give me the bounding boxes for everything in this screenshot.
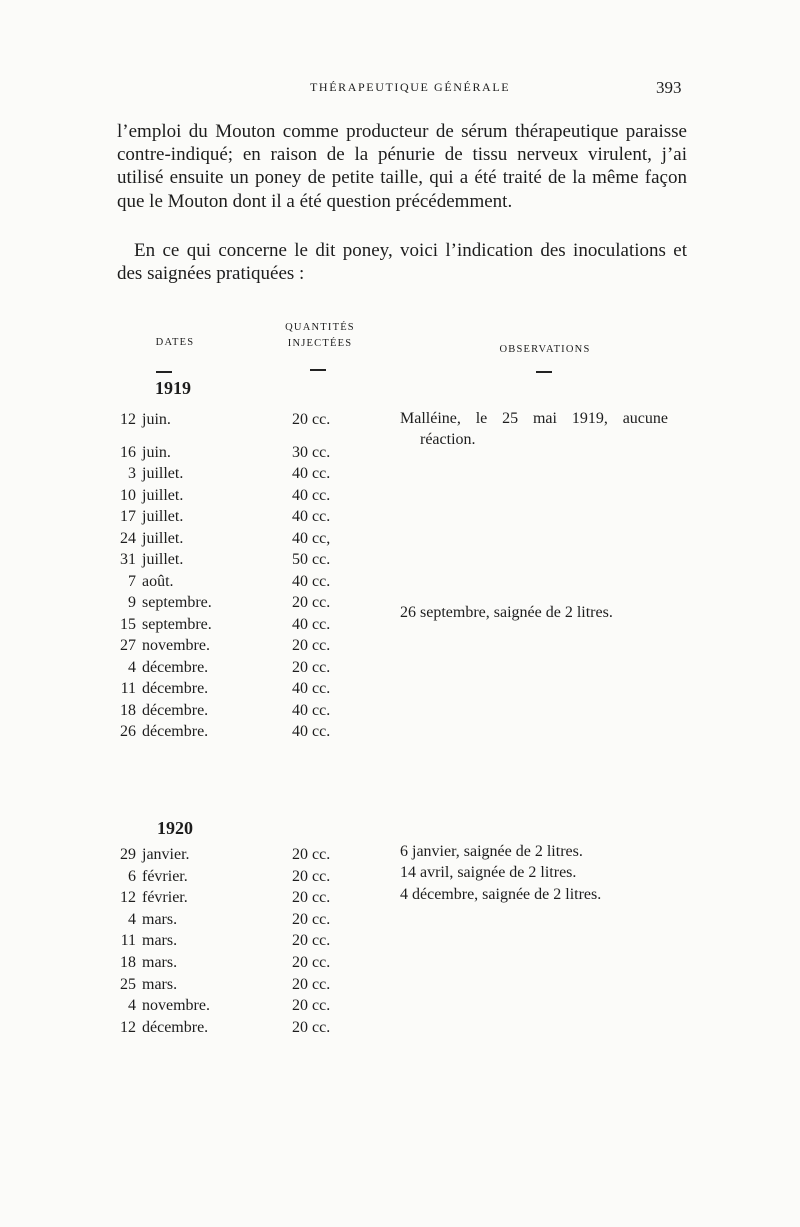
- quantity-value: 20 cc.: [292, 594, 331, 611]
- date-month: décembre.: [142, 723, 209, 740]
- date-day: 27: [120, 637, 136, 654]
- date-day: 7: [128, 572, 136, 590]
- date-day: 12: [120, 889, 136, 907]
- observation-line: 4 décembre, saignée de 2 litres.: [400, 886, 602, 903]
- quantity-value: 20 cc.: [292, 637, 331, 654]
- date-month: mars.: [142, 975, 178, 993]
- page-number: 393: [656, 78, 682, 97]
- date-day: 11: [120, 680, 136, 697]
- date-day: 31: [120, 551, 136, 568]
- observation: [400, 885, 668, 906]
- date-day: 16: [120, 443, 136, 461]
- date-month: septembre.: [142, 615, 212, 633]
- date-month: février.: [142, 867, 188, 885]
- body-paragraph-2: En ce qui concerne le dit poney, voici l’indication des inoculations et des saignées pratiquées :: [117, 240, 687, 285]
- date-day: 26: [120, 723, 136, 740]
- date-day: 24: [120, 529, 136, 547]
- date-day: 17: [120, 508, 136, 525]
- date-day: 10: [120, 486, 136, 504]
- observation-line: 14 avril, saignée de 2 litres.: [400, 864, 577, 881]
- header-observations: OBSERVATIONS: [499, 344, 591, 355]
- date-month: décembre.: [142, 658, 209, 676]
- observation: [400, 603, 668, 624]
- year-heading: 1919: [155, 378, 191, 398]
- date-day: 11: [120, 932, 136, 950]
- quantity-value: 20 cc.: [292, 889, 331, 907]
- date-day: 29: [120, 846, 136, 863]
- observation-line: 6 janvier, saignée de 2 litres.: [400, 843, 583, 860]
- quantity-value: 20 cc.: [292, 997, 331, 1015]
- date-month: février.: [142, 889, 188, 907]
- quantity-value: 40 cc.: [292, 701, 331, 719]
- quantity-value: 20 cc.: [292, 411, 331, 428]
- date-month: décembre.: [142, 701, 209, 719]
- quantity-value: 20 cc.: [292, 1018, 331, 1036]
- quantity-value: 40 cc.: [292, 508, 331, 525]
- observation-line: 26 septembre, saignée de 2 litres.: [400, 604, 613, 621]
- date-month: juillet.: [142, 465, 184, 482]
- body-paragraph-1: l’emploi du Mouton comme producteur de sérum thérapeutique paraisse contre-indiqué; en raison de la pénurie de tissu nerveux virulent, j’ai utilisé ensuite un poney de petite taille, qui a été traité de la même façon que le Mouton dont il a été question précédemment.: [117, 121, 687, 212]
- date-day: 9: [128, 594, 136, 611]
- quantity-value: 20 cc.: [292, 975, 331, 993]
- date-day: 18: [120, 701, 136, 719]
- date-day: 18: [120, 954, 136, 971]
- observation: [400, 409, 668, 450]
- date-month: juillet.: [142, 551, 184, 568]
- quantity-value: 40 cc.: [292, 486, 331, 504]
- date-month: juin.: [142, 411, 171, 428]
- date-month: novembre.: [142, 637, 210, 654]
- observation: [400, 842, 668, 863]
- date-day: 3: [128, 465, 136, 482]
- quantity-value: 40 cc.: [292, 572, 331, 590]
- date-day: 4: [128, 658, 136, 676]
- header-dash-quantities: [310, 369, 326, 371]
- quantity-value: 40 cc,: [292, 529, 331, 547]
- date-month: novembre.: [142, 997, 210, 1015]
- quantity-value: 50 cc.: [292, 551, 331, 568]
- quantity-value: 20 cc.: [292, 910, 331, 928]
- quantity-value: 20 cc.: [292, 658, 331, 676]
- date-month: juillet.: [142, 508, 184, 525]
- page-header: [0, 78, 800, 100]
- date-day: 25: [120, 975, 136, 993]
- observation-line: Malléine, le 25 mai 1919, aucune: [400, 410, 668, 427]
- date-day: 12: [120, 1018, 136, 1036]
- date-day: 15: [120, 615, 136, 633]
- date-month: décembre.: [142, 680, 209, 697]
- date-month: juillet.: [142, 486, 184, 504]
- date-month: mars.: [142, 910, 178, 928]
- date-month: juillet.: [142, 529, 184, 547]
- date-day: 6: [128, 867, 136, 885]
- quantity-value: 20 cc.: [292, 954, 331, 971]
- date-month: juin.: [142, 443, 171, 461]
- date-day: 12: [120, 411, 136, 428]
- quantity-value: 30 cc.: [292, 443, 331, 461]
- date-month: août.: [142, 572, 174, 590]
- quantity-value: 40 cc.: [292, 465, 331, 482]
- header-dash-dates: [156, 371, 172, 373]
- date-month: janvier.: [142, 846, 190, 863]
- date-day: 4: [128, 910, 136, 928]
- running-title: THÉRAPEUTIQUE GÉNÉRALE: [310, 80, 511, 94]
- quantity-value: 40 cc.: [292, 723, 331, 740]
- quantity-value: 20 cc.: [292, 932, 331, 950]
- quantity-value: 40 cc.: [292, 615, 331, 633]
- header-quantities-line2: INJECTÉES: [287, 338, 353, 349]
- observation: [400, 863, 668, 884]
- quantity-value: 20 cc.: [292, 867, 331, 885]
- date-month: mars.: [142, 954, 178, 971]
- quantity-value: 40 cc.: [292, 680, 331, 697]
- date-month: mars.: [142, 932, 178, 950]
- header-quantities: [270, 320, 370, 352]
- header-dates: DATES: [155, 337, 195, 348]
- observation-line-continued: réaction.: [420, 430, 476, 448]
- date-month: septembre.: [142, 594, 212, 611]
- date-month: décembre.: [142, 1018, 209, 1036]
- header-quantities-line1: QUANTITÉS: [285, 322, 355, 333]
- quantity-value: 20 cc.: [292, 846, 331, 863]
- year-heading: 1920: [157, 818, 193, 838]
- date-day: 4: [128, 997, 136, 1015]
- header-dash-observations: [536, 371, 552, 373]
